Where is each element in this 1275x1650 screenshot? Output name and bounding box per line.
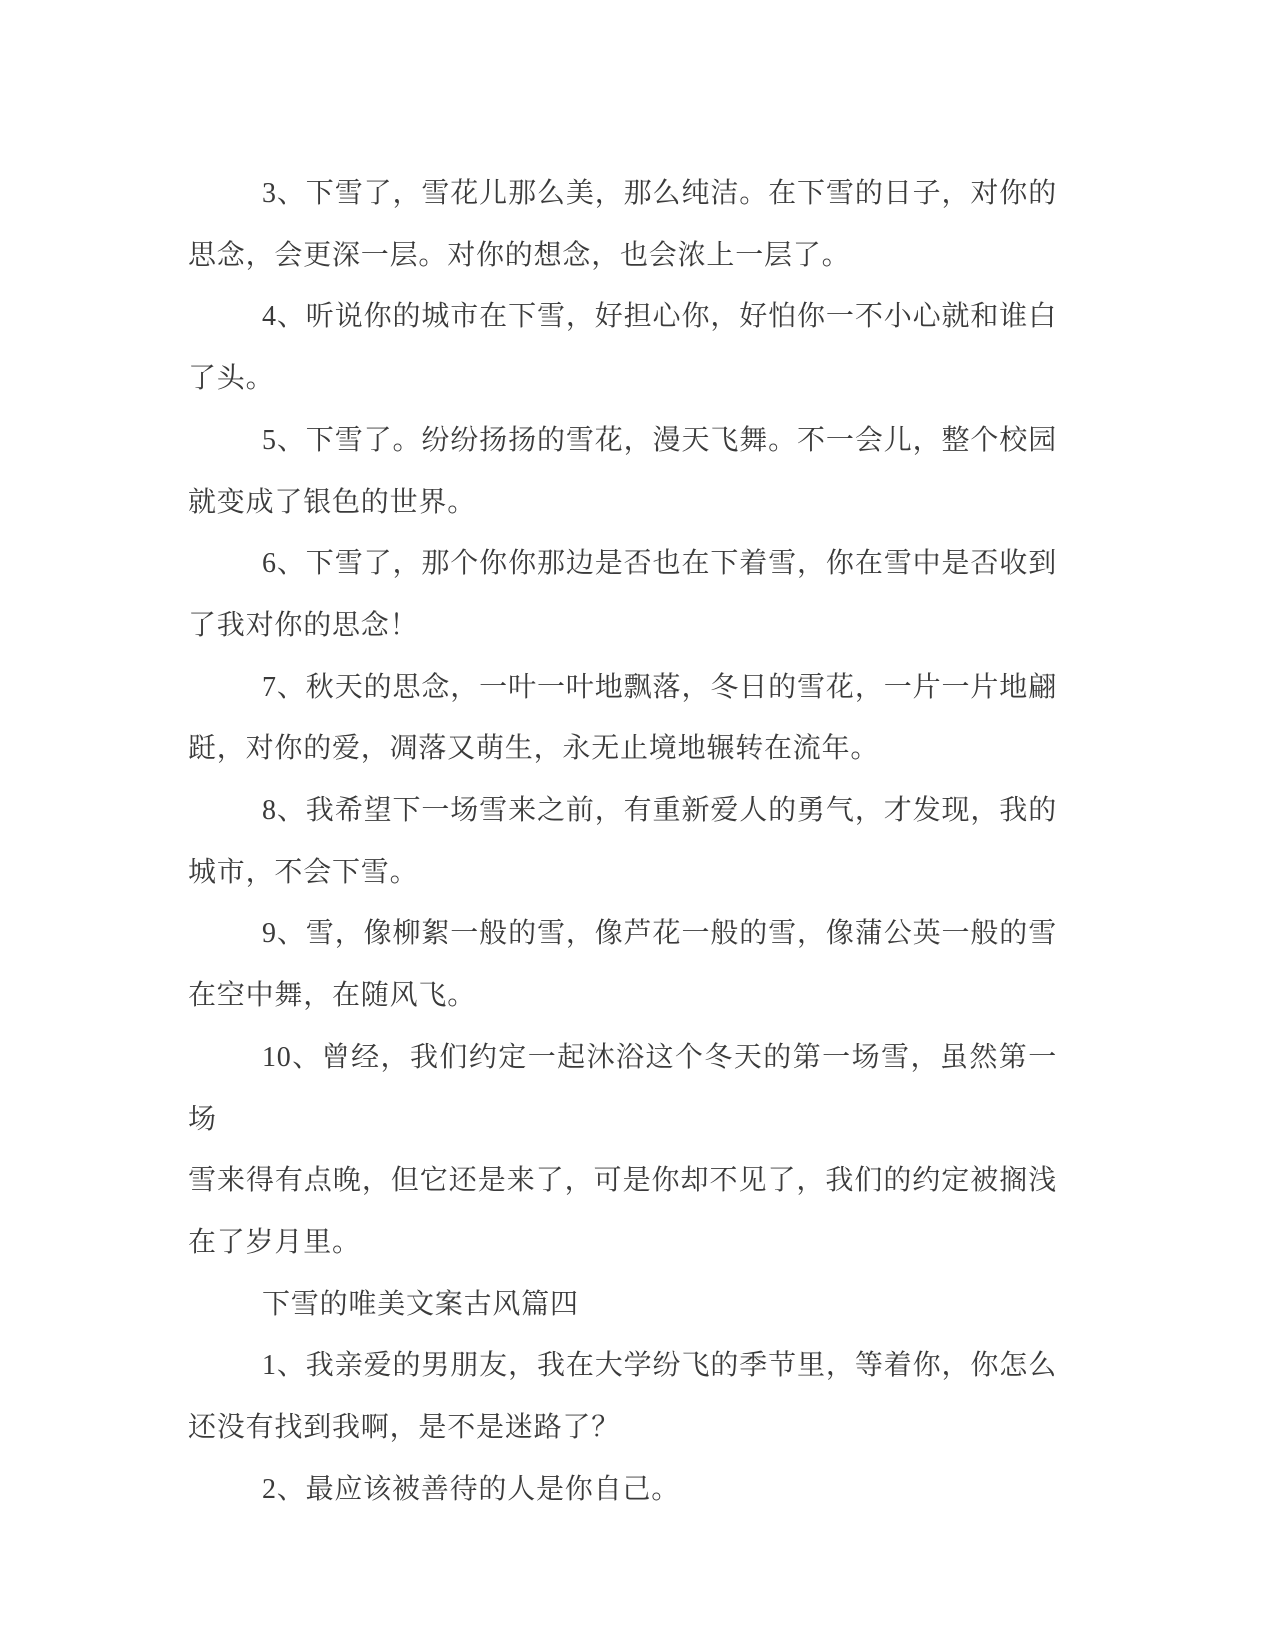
- text-line: 思念，会更深一层。对你的想念，也会浓上一层了。: [188, 239, 851, 271]
- list-item-4: [188, 286, 1057, 409]
- list-item-7: [188, 657, 1057, 780]
- list-item-3: [188, 163, 1057, 286]
- list-item-10: [188, 1027, 1057, 1274]
- text-line: 在空中舞，在随风飞。: [188, 980, 477, 1012]
- text-line: 10、曾经，我们约定一起沐浴这个冬天的第一场雪，虽然第一场: [188, 1041, 1057, 1135]
- text-line: 6、下雪了，那个你你那边是否也在下着雪，你在雪中是否收到: [262, 548, 1057, 580]
- text-line: 在了岁月里。: [188, 1226, 361, 1258]
- text-line: 4、听说你的城市在下雪，好担心你，好怕你一不小心就和谁白: [262, 301, 1057, 333]
- text-line: 了头。: [188, 363, 275, 395]
- text-line: 3、下雪了，雪花儿那么美，那么纯洁。在下雪的日子，对你的: [262, 178, 1057, 209]
- text-line: 5、下雪了。纷纷扬扬的雪花，漫天飞舞。不一会儿，整个校园: [262, 424, 1057, 456]
- text-line: 城市，不会下雪。: [188, 856, 419, 888]
- section-heading: [188, 1274, 1057, 1336]
- list-item-1: [188, 1335, 1057, 1458]
- list-item-9: [188, 903, 1057, 1026]
- text-line: 跹，对你的爱，凋落又萌生，永无止境地辗转在流年。: [188, 733, 880, 765]
- text-line: 8、我希望下一场雪来之前，有重新爱人的勇气，才发现，我的: [262, 795, 1057, 827]
- text-line: 就变成了银色的世界。: [188, 486, 477, 518]
- text-line: 1、我亲爱的男朋友，我在大学纷飞的季节里，等着你，你怎么: [262, 1350, 1057, 1382]
- list-item-5: [188, 410, 1057, 533]
- text-line: 雪来得有点晚，但它还是来了，可是你却不见了，我们的约定被搁浅: [188, 1165, 1057, 1197]
- text-line: 2、最应该被善待的人是你自己。: [262, 1473, 681, 1505]
- text-line: 还没有找到我啊，是不是迷路了？: [188, 1412, 621, 1444]
- list-item-8: [188, 780, 1057, 903]
- list-item-2: [188, 1459, 1057, 1521]
- list-item-6: [188, 533, 1057, 656]
- text-line: 了我对你的思念！: [188, 609, 419, 641]
- text-line: 下雪的唯美文案古风篇四: [262, 1288, 579, 1320]
- text-line: 9、雪，像柳絮一般的雪，像芦花一般的雪，像蒲公英一般的雪: [262, 918, 1057, 950]
- document-body: [188, 163, 1057, 1520]
- text-line: 7、秋天的思念，一叶一叶地飘落，冬日的雪花，一片一片地翩: [262, 671, 1057, 703]
